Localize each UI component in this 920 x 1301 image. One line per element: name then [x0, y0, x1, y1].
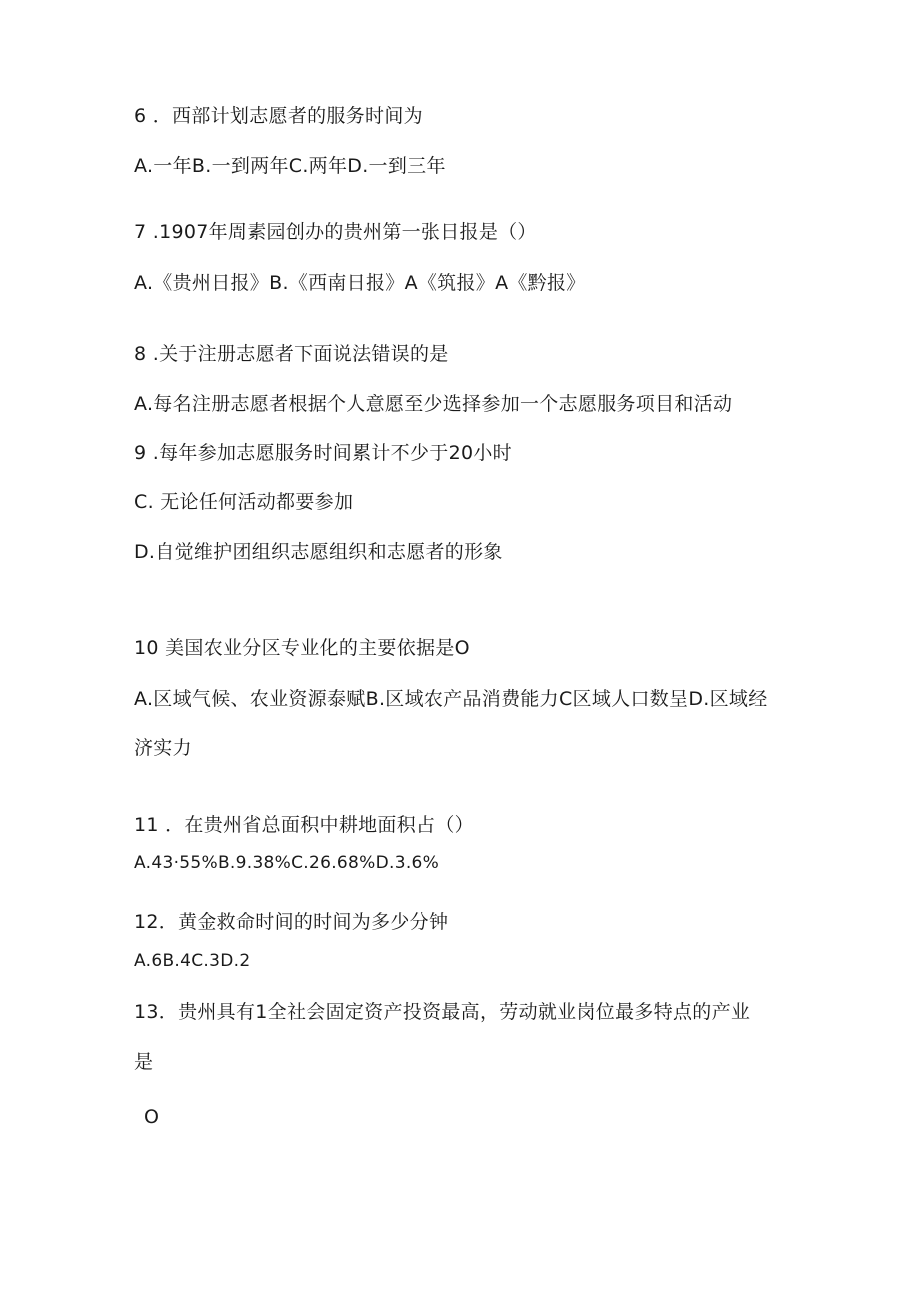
question-7-options: A.《贵州日报》B.《西南日报》A《筑报》A《黔报》	[134, 272, 586, 294]
question-8-option-b: 9 .每年参加志愿服务时间累计不少于20小时	[134, 442, 512, 464]
question-10-options-continued: 济实力	[134, 737, 192, 759]
question-7-stem: 7 .1907年周素园创办的贵州第一张日报是（）	[134, 221, 537, 243]
question-10-stem: 10 美国农业分区专业化的主要依据是O	[134, 637, 470, 659]
question-8-stem: 8 .关于注册志愿者下面说法错误的是	[134, 343, 449, 365]
question-13-stem: 13．贵州具有1全社会固定资产投资最高，劳动就业岗位最多特点的产业	[134, 1001, 751, 1023]
question-12-stem: 12．黄金救命时间的时间为多少分钟	[134, 911, 449, 933]
question-13-blank: O	[144, 1106, 160, 1128]
question-8-option-d: D.自觉维护团组织志愿组织和志愿者的形象	[134, 541, 503, 563]
question-8-option-c: C. 无论任何活动都要参加	[134, 491, 354, 513]
question-8-option-a: A.每名注册志愿者根据个人意愿至少选择参加一个志愿服务项目和活动	[134, 393, 733, 415]
question-12-options: A.6B.4C.3D.2	[134, 951, 251, 971]
question-6-stem: 6 ．西部计划志愿者的服务时间为	[134, 105, 423, 127]
question-11-options: A.43·55%B.9.38%C.26.68%D.3.6%	[134, 853, 440, 873]
question-11-stem: 11 ．在贵州省总面积中耕地面积占（）	[134, 814, 474, 836]
question-10-options: A.区域气候、农业资源泰赋B.区域农产品消费能力C区域人口数呈D.区域经	[134, 688, 768, 710]
question-13-stem-continued: 是	[134, 1051, 154, 1073]
question-6-options: A.一年B.一到两年C.两年D.一到三年	[134, 155, 446, 177]
